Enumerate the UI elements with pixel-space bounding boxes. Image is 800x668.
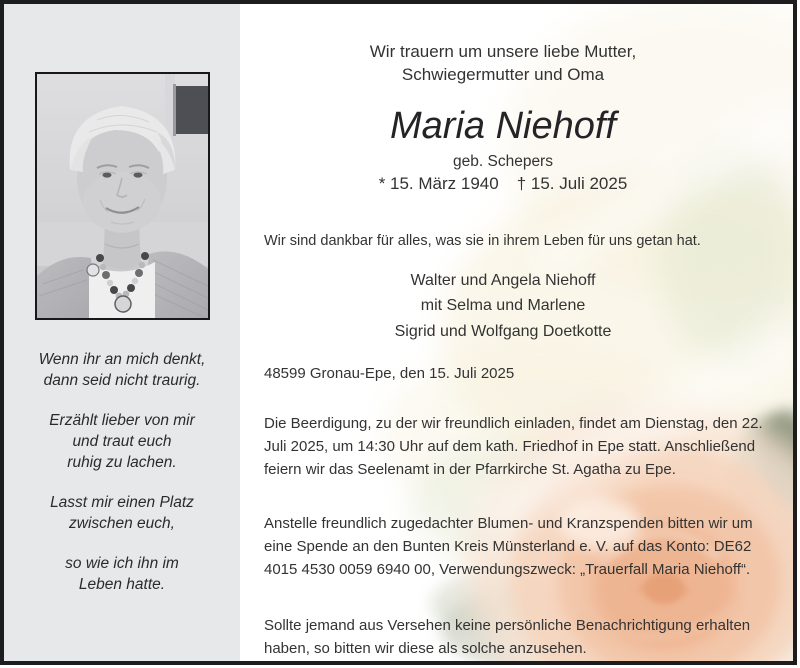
poem-line: so wie ich ihn im: [65, 555, 179, 572]
poem-line: dann seid nicht traurig.: [43, 372, 201, 389]
notification-paragraph: Sollte jemand aus Versehen keine persönliche Benachrichtigung erhalten haben, so bitten wir diese als solche anzusehen.: [264, 617, 751, 657]
poem-line: ruhig zu lachen.: [67, 454, 177, 471]
poem-line: Leben hatte.: [78, 576, 166, 593]
death-date: † 15. Juli 2025: [516, 174, 628, 193]
funeral-paragraph: Die Beerdigung, zu der wir freundlich einladen, findet am Dienstag, den 22. Juli 2025, um 14:30 Uhr auf dem kath. Friedhof in Epe statt. Anschließend feiern wir das Seelenamt in der Pfarrkirche St. Agatha zu Epe.: [264, 415, 763, 478]
mourner-line: mit Selma und Marlene: [420, 297, 586, 314]
place-and-date: 48599 Gronau-Epe, den 15. Juli 2025: [264, 365, 515, 382]
life-dates: [264, 173, 742, 195]
intro-line: Schwiegermutter und Oma: [401, 65, 605, 84]
mourner-line: Sigrid und Wolfgang Doetkotte: [394, 323, 612, 340]
left-panel: [4, 4, 240, 661]
poem-line: Erzählt lieber von mir: [49, 412, 195, 429]
intro-line: Wir trauern um unsere liebe Mutter,: [369, 42, 637, 61]
poem-stanza: [4, 410, 240, 473]
intro-lines: [264, 40, 742, 86]
poem-line: und traut euch: [72, 433, 172, 450]
birth-date: * 15. März 1940: [378, 174, 499, 193]
donation-paragraph: Anstelle freundlich zugedachter Blumen- und Kranzspenden bitten wir um eine Spende an den Bunten Kreis Münsterland e. V. auf das Konto: DE62 4015 4530 0059 6940 00, Verwendungszweck: „Trauerfall Maria Niehoff“.: [264, 515, 753, 578]
gratitude-line: Wir sind dankbar für alles, was sie in ihrem Leben für uns getan hat.: [264, 233, 701, 249]
portrait-photo: [35, 72, 210, 320]
poem-stanza: [4, 492, 240, 534]
poem-stanza: [4, 349, 240, 391]
maiden-name: geb. Schepers: [453, 153, 553, 170]
poem-stanza: [4, 553, 240, 595]
portrait-photo-image: [37, 74, 208, 318]
memorial-poem: [4, 349, 240, 614]
deceased-name: Maria Niehoff: [390, 105, 616, 147]
poem-line: zwischen euch,: [69, 515, 175, 532]
notice-body: [240, 4, 793, 661]
poem-line: Wenn ihr an mich denkt,: [38, 351, 206, 368]
poem-line: Lasst mir einen Platz: [50, 494, 194, 511]
mourners-list: [264, 268, 742, 344]
mourner-line: Walter und Angela Niehoff: [410, 272, 596, 289]
